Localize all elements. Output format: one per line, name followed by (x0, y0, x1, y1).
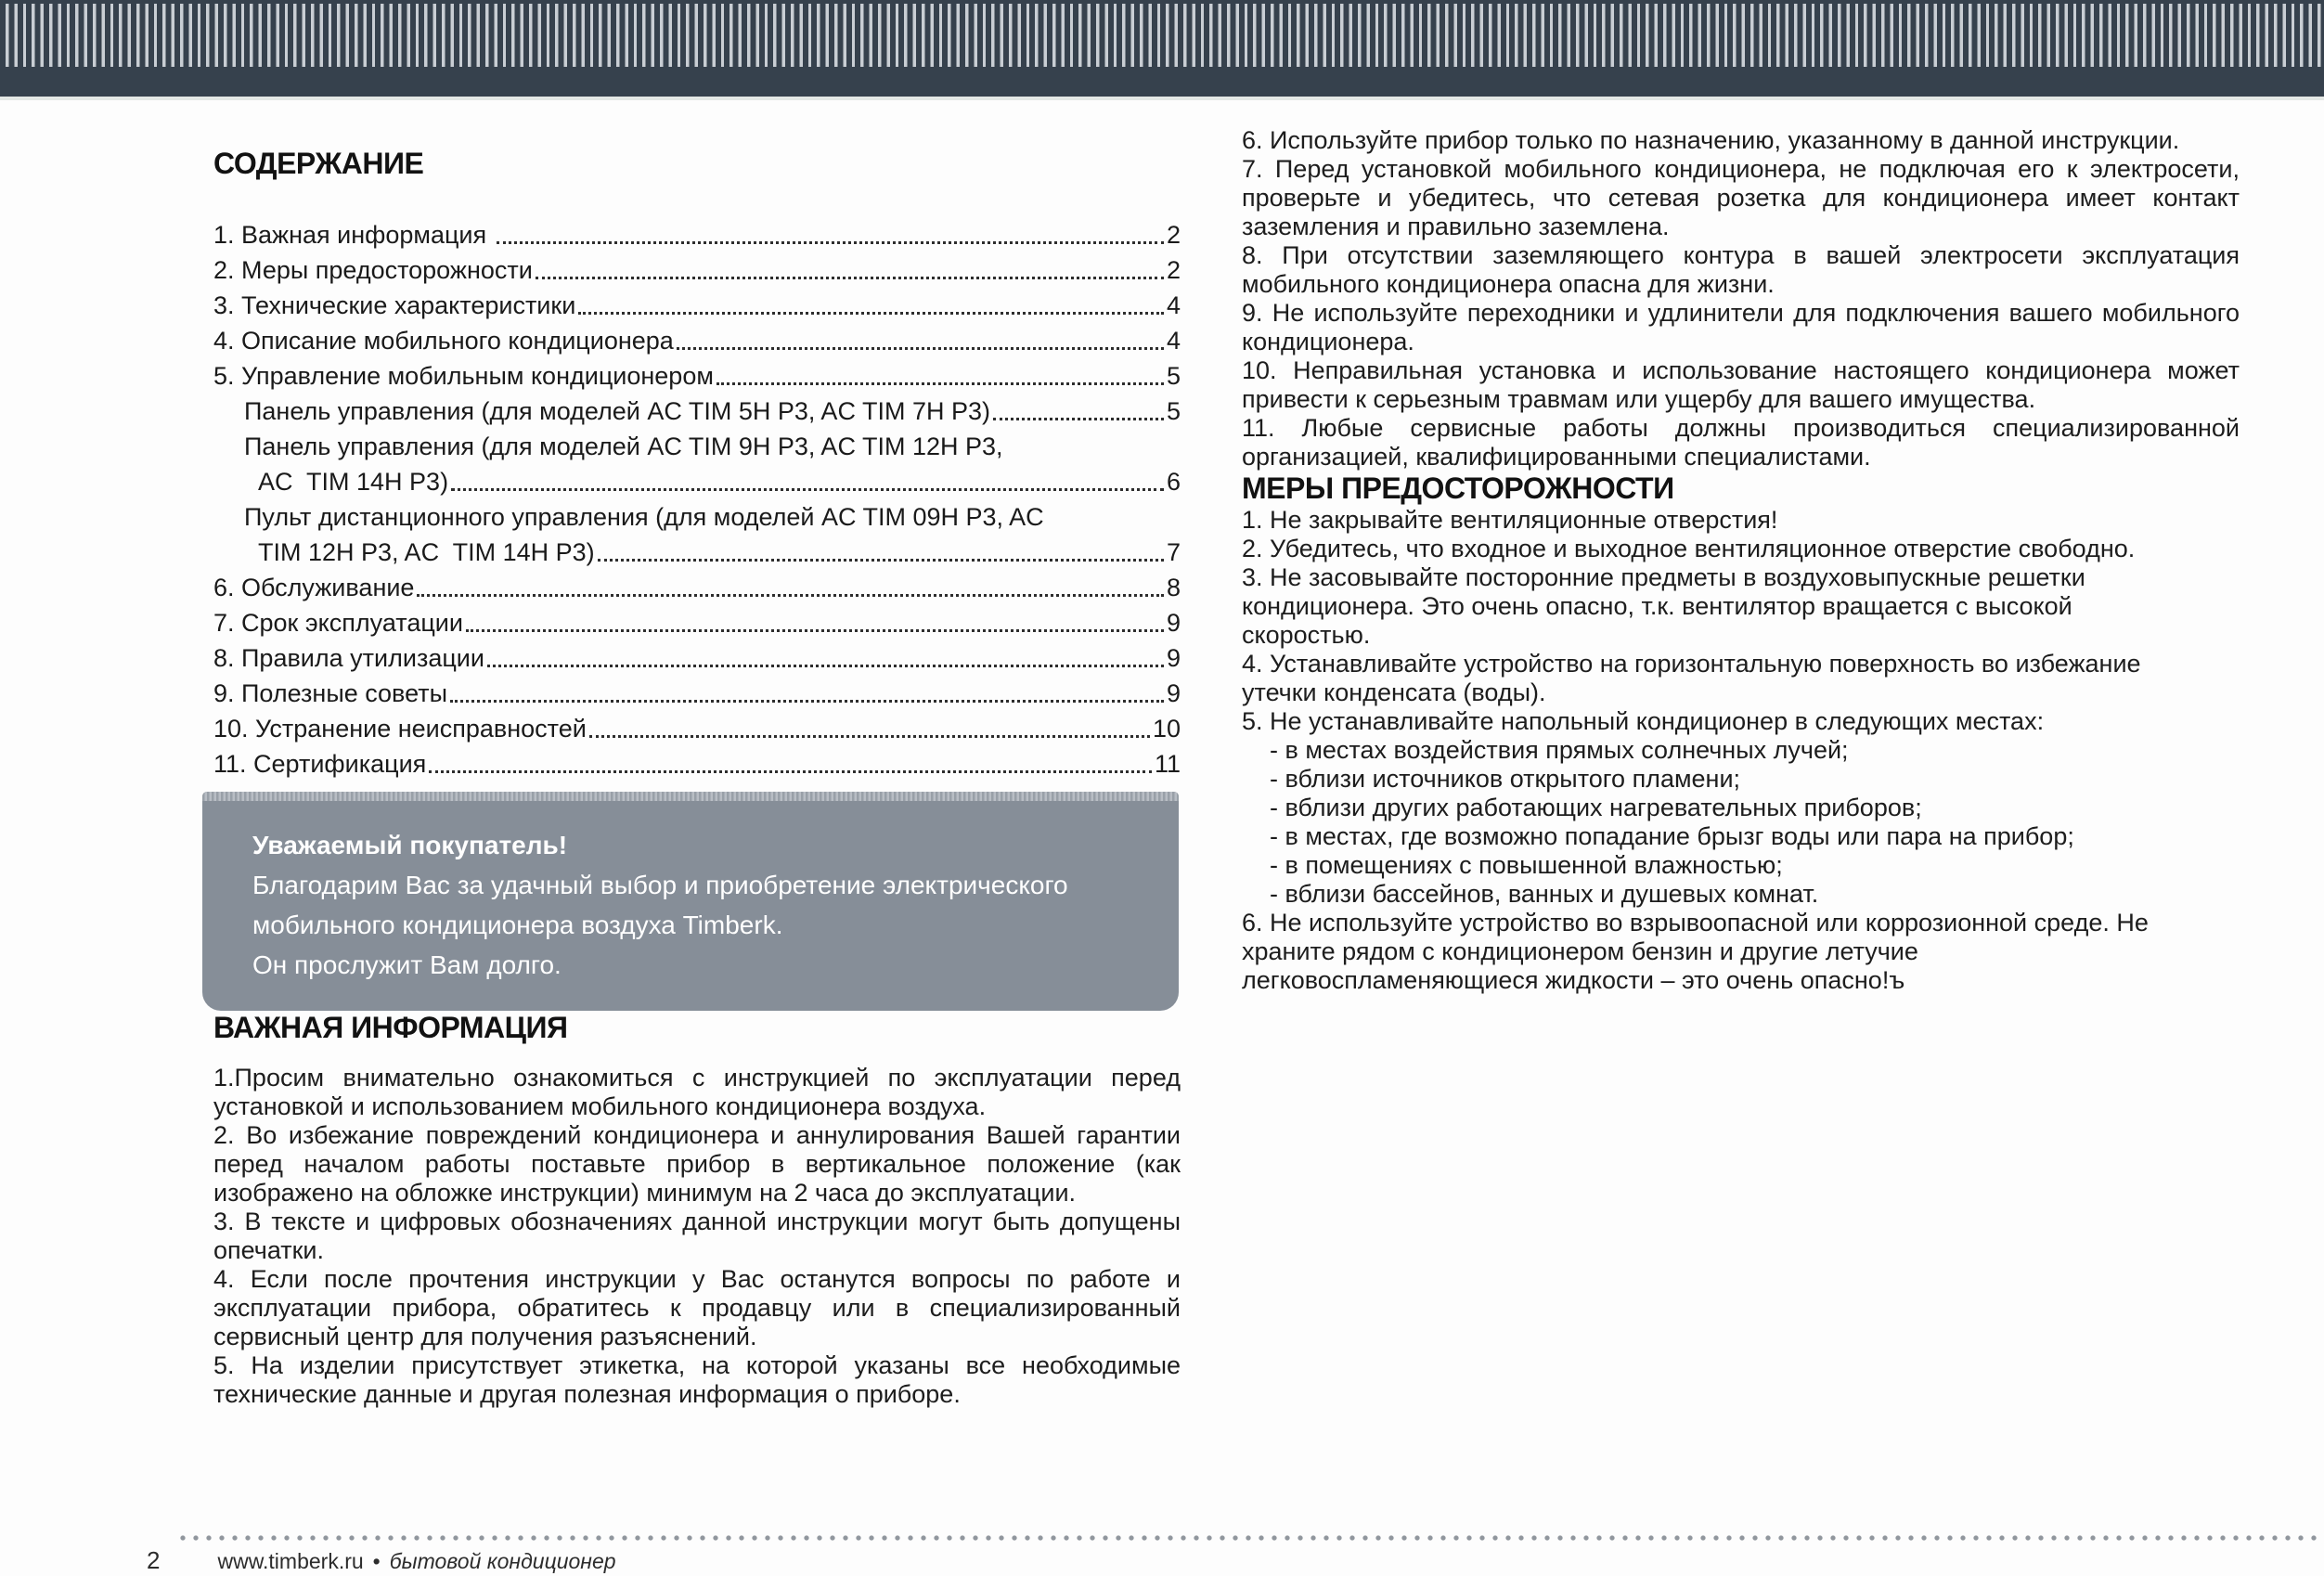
dotted-leader (677, 347, 1164, 350)
dotted-leader (993, 418, 1164, 420)
page-number: 2 (147, 1546, 161, 1574)
toc-item-page: 11 (1154, 750, 1181, 778)
greeting-title: Уважаемый покупатель! (252, 831, 568, 859)
toc-item-label: 11. Сертификация (213, 750, 427, 778)
toc-item (213, 391, 1181, 426)
precaution-item: 3. Не засовывайте посторонние предметы в воздуховыпускные решетки кондиционера. Это очень опасно, т.к. вентилятор вращается с высокой скоростью. (1242, 563, 2085, 649)
toc-item-page: 4 (1166, 327, 1181, 355)
footer-dotted-divider (179, 1534, 2324, 1542)
header-solid-band (0, 67, 2324, 97)
toc-item (213, 673, 1181, 708)
dotted-leader (451, 488, 1164, 491)
precaution-item: 2. Убедитесь, что входное и выходное вентиляционное отверстие свободно. (1242, 535, 2136, 562)
toc-item-label: 8. Правила утилизации (213, 644, 484, 672)
important-paragraph: 4. Если после прочтения инструкции у Вас останутся вопросы по работе и эксплуатации прибора, обратитесь к продавцу или в специализированный сервисный центр для получения разъяснений. (213, 1265, 1181, 1350)
dotted-leader (466, 629, 1164, 632)
precaution-item: 1. Не закрывайте вентиляционные отверстия! (1242, 506, 1778, 534)
precaution-bullet: - вблизи источников открытого пламени; (1270, 765, 1741, 793)
toc-item (213, 250, 1181, 285)
toc-item-continuation: Панель управления (для моделей AC TIM 9H P3, AC TIM 12H P3, (244, 433, 1003, 460)
toc-item-label: 4. Описание мобильного кондиционера (213, 327, 674, 355)
important-paragraph: 5. На изделии присутствует этикетка, на которой указаны все необходимые технические данные и другая полезная информация о приборе. (213, 1351, 1181, 1408)
dotted-leader (598, 559, 1164, 562)
safety-paragraph: 11. Любые сервисные работы должны производиться специализированной организацией, квалифицированными специалистами. (1242, 414, 2240, 471)
toc-item-label: 9. Полезные советы (213, 679, 447, 707)
left-column (213, 147, 1181, 1409)
toc-item-label: AC TIM 14H P3) (258, 468, 449, 496)
decorative-striped-header (0, 0, 2324, 97)
toc-item-label: 2. Меры предосторожности (213, 256, 533, 284)
dotted-leader (717, 382, 1164, 385)
greeting-closing: Он прослужит Вам долго. (252, 950, 562, 979)
footer-site-url: www.timberk.ru (217, 1549, 364, 1573)
toc-item-page: 5 (1166, 397, 1181, 425)
safety-paragraph: 8. При отсутствии заземляющего контура в вашей электросети эксплуатация мобильного кондиционера опасна для жизни. (1242, 241, 2240, 298)
toc-item-page: 9 (1166, 644, 1181, 672)
precaution-bullet: - вблизи бассейнов, ванных и душевых комнат. (1270, 880, 1819, 908)
greeting-body: Благодарим Вас за удачный выбор и приобретение электрического мобильного кондиционера воздуха Timberk. (252, 871, 1068, 939)
important-paragraph: 2. Во избежание повреждений кондиционера и аннулирования Вашей гарантии перед началом работы поставьте прибор в вертикальное положение (как изображено на обложке инструкции) минимум на 2 часа до эксплуатации. (213, 1121, 1181, 1207)
footer-tagline: бытовой кондиционер (389, 1549, 616, 1573)
precaution-item: 4. Устанавливайте устройство на горизонтальную поверхность во избежание утечки конденсата (воды). (1242, 650, 2141, 706)
toc-item-label: TIM 12H P3, AC TIM 14H P3) (258, 538, 595, 566)
safety-paragraph: 10. Неправильная установка и использование настоящего кондиционера может привести к серьезным травмам или ущербу для вашего имущества. (1242, 356, 2240, 413)
dotted-leader (589, 735, 1150, 738)
important-paragraph: 3. В тексте и цифровых обозначениях данной инструкции могут быть допущены опечатки. (213, 1208, 1181, 1264)
toc-item-page: 9 (1166, 609, 1181, 637)
precaution-bullet: - вблизи других работающих нагревательных приборов; (1270, 794, 1922, 821)
toc-item (213, 708, 1181, 743)
toc-item-label: 7. Срок эксплуатации (213, 609, 463, 637)
toc-item-label: Панель управления (для моделей AC TIM 5H P3, AC TIM 7H P3) (244, 397, 990, 425)
precaution-item: 5. Не устанавливайте напольный кондиционер в следующих местах: (1242, 707, 2045, 735)
toc-item (213, 567, 1181, 602)
toc-item (213, 355, 1181, 391)
toc-item-page: 8 (1166, 574, 1181, 601)
dotted-leader (578, 312, 1164, 315)
toc-item-label: 1. Важная информация (213, 221, 494, 249)
dotted-leader (536, 277, 1164, 279)
toc-item-page: 2 (1166, 221, 1181, 249)
toc-item (213, 602, 1181, 638)
toc-item (213, 214, 1181, 250)
greeting-box (202, 792, 1179, 1011)
dotted-leader (429, 770, 1152, 773)
toc-item-label: 10. Устранение неисправностей (213, 715, 587, 743)
toc-item (213, 638, 1181, 673)
toc-item-label: 5. Управление мобильным кондиционером (213, 362, 714, 390)
safety-paragraph: 7. Перед установкой мобильного кондиционера, не подключая его к электросети, проверьте и убедитесь, что сетевая розетка для кондиционера имеет контакт заземления и правильно заземлена. (1242, 155, 2240, 240)
toc-title: СОДЕРЖАНИЕ (213, 147, 424, 180)
important-info-title: ВАЖНАЯ ИНФОРМАЦИЯ (213, 1011, 568, 1044)
footer-separator: • (372, 1549, 381, 1573)
toc-item-page: 7 (1166, 538, 1181, 566)
header-bottom-edge (0, 97, 2324, 100)
toc-item-continuation: Пульт дистанционного управления (для моделей AC TIM 09H P3, AC (244, 503, 1044, 531)
header-top-cap (0, 0, 2324, 4)
toc-item (213, 461, 1181, 497)
dotted-leader (497, 241, 1164, 244)
toc-item-label: 3. Технические характеристики (213, 291, 576, 319)
right-column (1242, 126, 2240, 995)
toc-item-label: 6. Обслуживание (213, 574, 415, 601)
precaution-bullet: - в местах воздействия прямых солнечных лучей; (1270, 736, 1849, 764)
footer (147, 1546, 616, 1575)
safety-paragraph: 9. Не используйте переходники и удлинители для подключения вашего мобильного кондиционера. (1242, 299, 2240, 355)
important-paragraph: 1.Просим внимательно ознакомиться с инструкцией по эксплуатации перед установкой и использованием мобильного кондиционера воздуха. (213, 1064, 1181, 1120)
precaution-bullet: - в помещениях с повышенной влажностью; (1270, 851, 1783, 879)
table-of-contents (213, 214, 1181, 779)
dotted-leader (487, 665, 1164, 667)
toc-item (213, 743, 1181, 779)
precautions-title: МЕРЫ ПРЕДОСТОРОЖНОСТИ (1242, 472, 1674, 505)
toc-item-page: 9 (1166, 679, 1181, 707)
toc-item-page: 5 (1166, 362, 1181, 390)
toc-item (213, 320, 1181, 355)
toc-item (213, 532, 1181, 567)
precaution-bullet: - в местах, где возможно попадание брызг воды или пара на прибор; (1270, 822, 2074, 850)
toc-item-page: 10 (1152, 715, 1181, 743)
safety-paragraph: 6. Используйте прибор только по назначению, указанному в данной инструкции. (1242, 126, 2180, 154)
greeting-box-striped-edge (202, 792, 1179, 801)
toc-item-page: 2 (1166, 256, 1181, 284)
toc-item-page: 4 (1166, 291, 1181, 319)
toc-item (213, 285, 1181, 320)
dotted-leader (417, 594, 1164, 597)
dotted-leader (450, 700, 1164, 703)
toc-item-page: 6 (1166, 468, 1181, 496)
precaution-item: 6. Не используйте устройство во взрывоопасной или коррозионной среде. Не храните рядом с кондиционером бензин и другие летучие легковоспламеняющиеся жидкости – это очень опасно!ъ (1242, 909, 2149, 994)
